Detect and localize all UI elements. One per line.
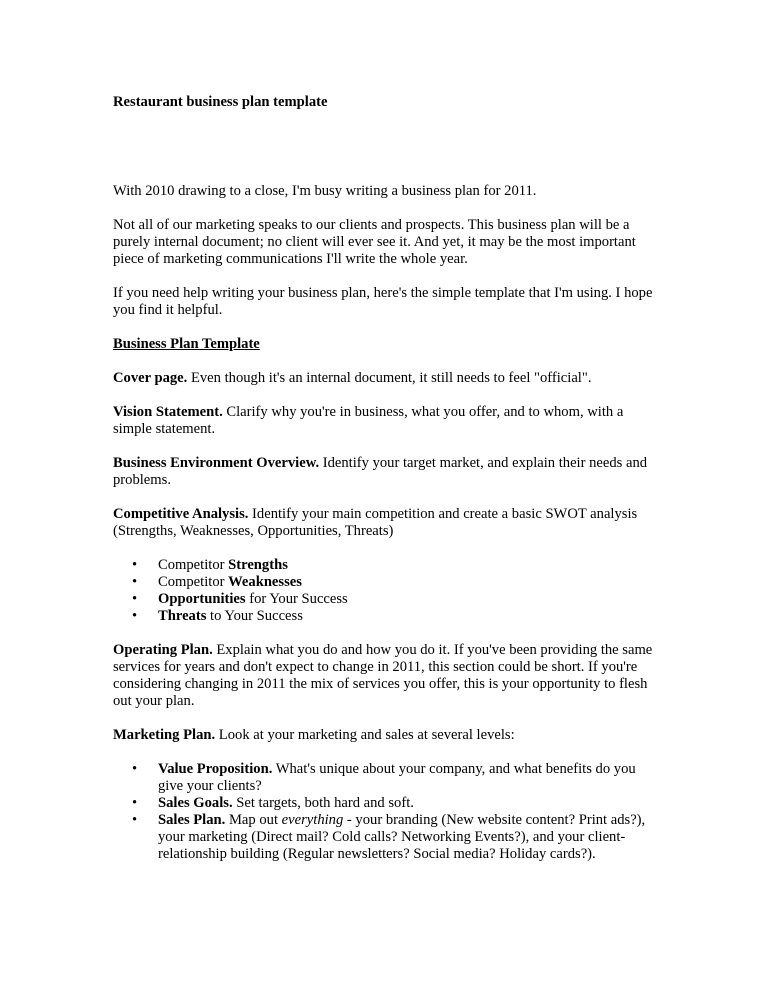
section-marketing-plan: Marketing Plan. Look at your marketing and sales at several levels:	[113, 727, 515, 743]
list-item: • Competitor Weaknesses	[158, 574, 658, 591]
section-label: Competitive Analysis.	[113, 506, 249, 522]
section-operating-plan: Operating Plan. Explain what you do and how you do it. If you've been providing the same services for years and don't expect to change in 2011, this section could be short. If you're considering changing in 2011 the mix of services you offer, this is your opportunity to flesh out your plan.	[113, 642, 653, 709]
section-label: Vision Statement.	[113, 404, 223, 420]
section-cover-page: Cover page. Even though it's an internal document, it still needs to feel "official".	[113, 370, 592, 386]
intro-paragraph-2: Not all of our marketing speaks to our clients and prospects. This business plan will be a purely internal document; no client will ever see it. And yet, it may be the most important piece of marketing communications I'll write the whole year.	[113, 217, 636, 267]
document-body	[113, 94, 658, 880]
section-business-environment: Business Environment Overview. Identify your target market, and explain their needs and problems.	[113, 455, 648, 488]
list-item: • Value Proposition. What's unique about your company, and what benefits do you give your clients?	[158, 761, 658, 795]
list-item: • Sales Plan. Map out everything - your branding (New website content? Print ads?), your marketing (Direct mail? Cold calls? Networking Events?), and your client-relationship building (Regular newsletters? Social media? Holiday cards?).	[158, 812, 658, 863]
list-item: • Competitor Strengths	[158, 557, 658, 574]
section-label: Marketing Plan.	[113, 727, 216, 743]
intro-paragraph-1: With 2010 drawing to a close, I'm busy writing a business plan for 2011.	[113, 183, 537, 199]
list-item: • Sales Goals. Set targets, both hard and soft.	[158, 795, 658, 812]
intro-paragraph-3: If you need help writing your business plan, here's the simple template that I'm using. I hope you find it helpful.	[113, 285, 653, 318]
template-heading: Business Plan Template	[113, 336, 260, 352]
swot-list	[113, 557, 658, 625]
marketing-list	[113, 761, 658, 863]
list-item: • Threats to Your Success	[158, 608, 658, 625]
document-title: Restaurant business plan template	[113, 94, 328, 110]
section-label: Operating Plan.	[113, 642, 213, 658]
list-item: • Opportunities for Your Success	[158, 591, 658, 608]
section-competitive-analysis: Competitive Analysis. Identify your main competition and create a basic SWOT analysis (Strengths, Weaknesses, Opportunities, Threats)	[113, 506, 638, 539]
section-vision-statement: Vision Statement. Clarify why you're in business, what you offer, and to whom, with a simple statement.	[113, 404, 624, 437]
section-label: Cover page.	[113, 370, 188, 386]
section-label: Business Environment Overview.	[113, 455, 320, 471]
